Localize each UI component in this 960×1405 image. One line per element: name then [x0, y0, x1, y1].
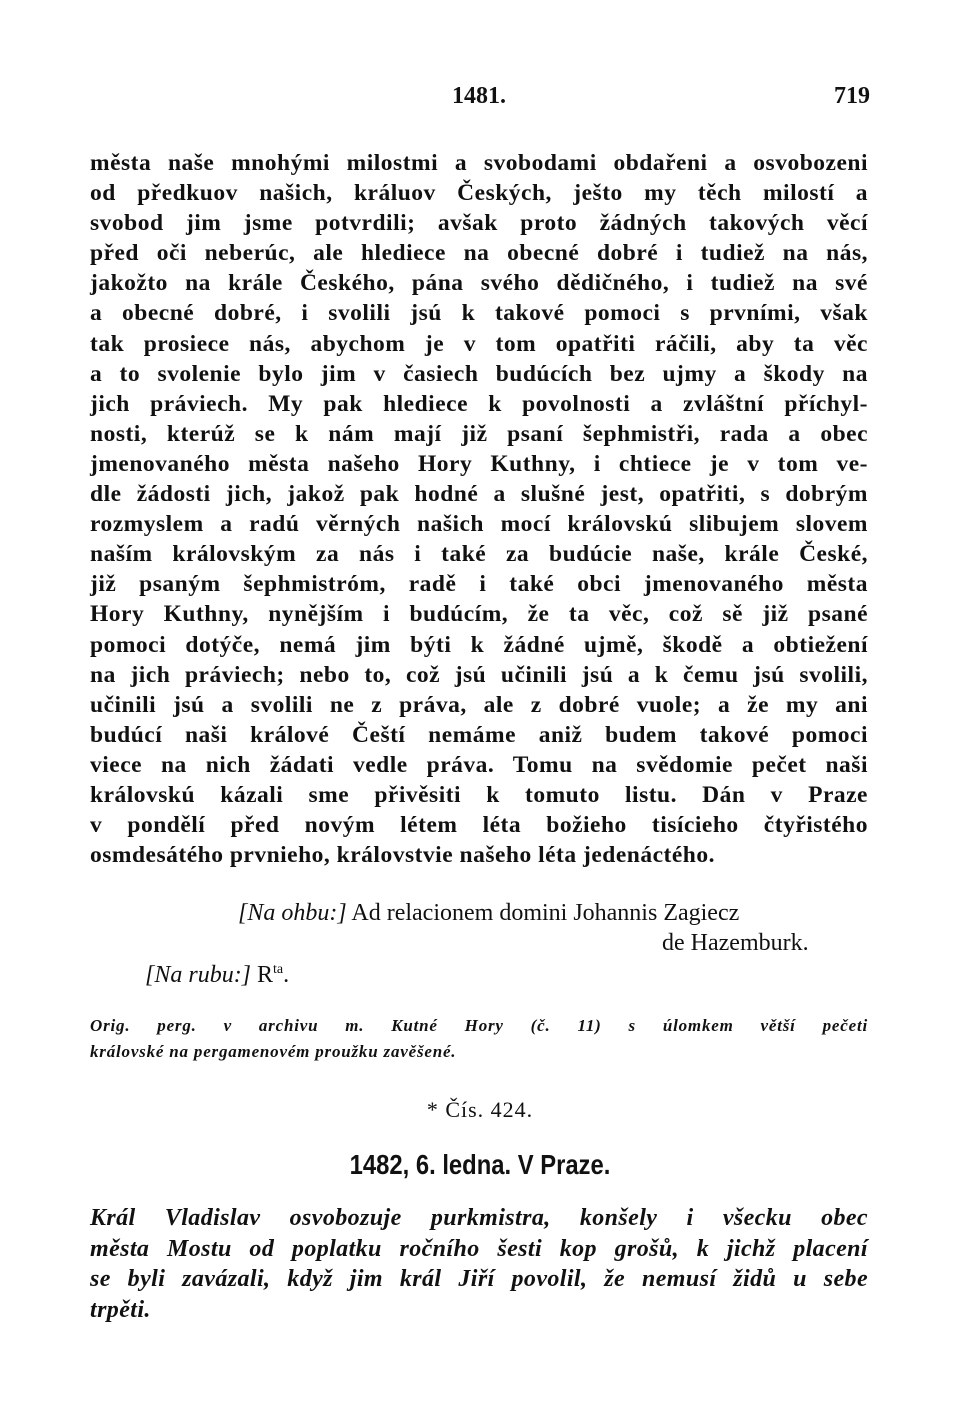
text-line: již psaným šephmistróm, radě i také obci jmenovaného města [90, 571, 868, 598]
text-line: osmdesátého prvnieho, královstvie našeho léta jedenáctého. [90, 842, 715, 869]
regest-line: se byli zavázali, když jim král Jiří povolil, že nemusí židů u sebe [90, 1266, 868, 1292]
endorsement-back-superscript: ta [273, 962, 284, 977]
charter-text [90, 148, 868, 870]
running-head-year: 1481. [452, 83, 506, 109]
endorsement-back [145, 962, 289, 989]
text-line: viece na nich žádati vedle práva. Tomu na svědomie pečet naši [90, 751, 868, 778]
text-line: a to svolenie bylo jim v časiech budúcích bez ujmy a škody na [90, 360, 868, 387]
source-note [90, 1013, 868, 1065]
text-line: nosti, kterúž se k nám mají již psaní šephmistři, rada a obec [90, 420, 868, 447]
endorsement-back-period: . [283, 962, 290, 988]
text-line: naším královským za nás i také za budúcie naše, krále České, [90, 541, 868, 568]
text-line: svobod jim jsme potvrdili; avšak proto žádných takových věcí [90, 210, 868, 237]
source-note-line: Orig. perg. v archivu m. Kutné Hory (č. 11) s úlomkem větší pečeti [90, 1016, 868, 1035]
source-note-line: královské na pergamenovém proužku zavěšené. [90, 1042, 457, 1061]
text-line: jakožto na krále Českého, pána svého dědičného, i tudiež na své [90, 270, 868, 297]
endorsement-back-label: [Na rubu:] [145, 962, 252, 988]
text-line: na jich práviech; nebo to, což jsú učinili jsú a k čemu jsú svolili, [90, 661, 868, 688]
endorsement-fold-text-2: de Hazemburk. [662, 930, 809, 956]
document-heading: 1482, 6. ledna. V Praze. [349, 1149, 611, 1180]
text-line: jich práviech. My pak hlediece k povolnosti a zvláštní příchyl- [90, 390, 868, 417]
endorsement-fold-text: Ad relacionem domini Johannis Zagiecz [351, 900, 740, 926]
text-line: pomoci dotýče, nemá jim býti k žádné ujmě, škodě a obtiežení [90, 631, 868, 658]
text-line: města naše mnohými milostmi a svobodami obdařeni a osvobozeni [90, 150, 868, 176]
regest-line: trpěti. [90, 1296, 151, 1323]
text-line: tak prosiece nás, abychom je v tom opatřiti ráčili, aby ta věc [90, 330, 868, 357]
page-number: 719 [834, 83, 870, 109]
text-line: před oči neberúc, ale hlediece na obecné dobré i tudiež na nás, [90, 240, 868, 267]
text-line: královskú kázali sme přivěsiti k tomuto listu. Dán v Praze [90, 781, 868, 808]
endorsement-fold-label: [Na ohbu:] [238, 900, 347, 926]
text-line: v pondělí před novým létem léta božieho tisícieho čtyřistého [90, 812, 868, 839]
endorsement-fold-continuation [662, 930, 809, 957]
endorsement-fold [238, 900, 739, 927]
text-line: a obecné dobré, i svolili jsú k takové pomoci s prvními, však [90, 300, 868, 327]
text-line: učinili jsú a svolili ne z práva, ale z dobré vuole; a že my ani [90, 691, 868, 718]
endorsement-back-text: R [257, 962, 274, 988]
page-header [0, 83, 960, 123]
text-line: Hory Kuthny, nynějším i budúcím, že ta věc, což sě již psané [90, 601, 868, 628]
regest-line: města Mostu od poplatku ročního šesti kop grošů, k jichž placení [90, 1235, 868, 1262]
text-line: jmenovaného města našeho Hory Kuthny, i chtiece je v tom ve- [90, 450, 868, 477]
text-line: budúcí naši králové Čeští nemáme aniž budem takové pomoci [90, 721, 868, 748]
document-number: * Čís. 424. [426, 1097, 534, 1122]
regest-line: Král Vladislav osvobozuje purkmistra, konšely i všecku obec [90, 1205, 868, 1231]
text-line: dle žádosti jich, jakož pak hodné a slušné jest, opatřiti, s dobrým [90, 481, 868, 508]
regest-summary [90, 1203, 868, 1325]
text-line: od předkuov našich, králuov Českých, ješto my těch milostí a [90, 180, 868, 207]
text-line: rozmyslem a radú věrných našich mocí královskú slibujem slovem [90, 511, 868, 538]
